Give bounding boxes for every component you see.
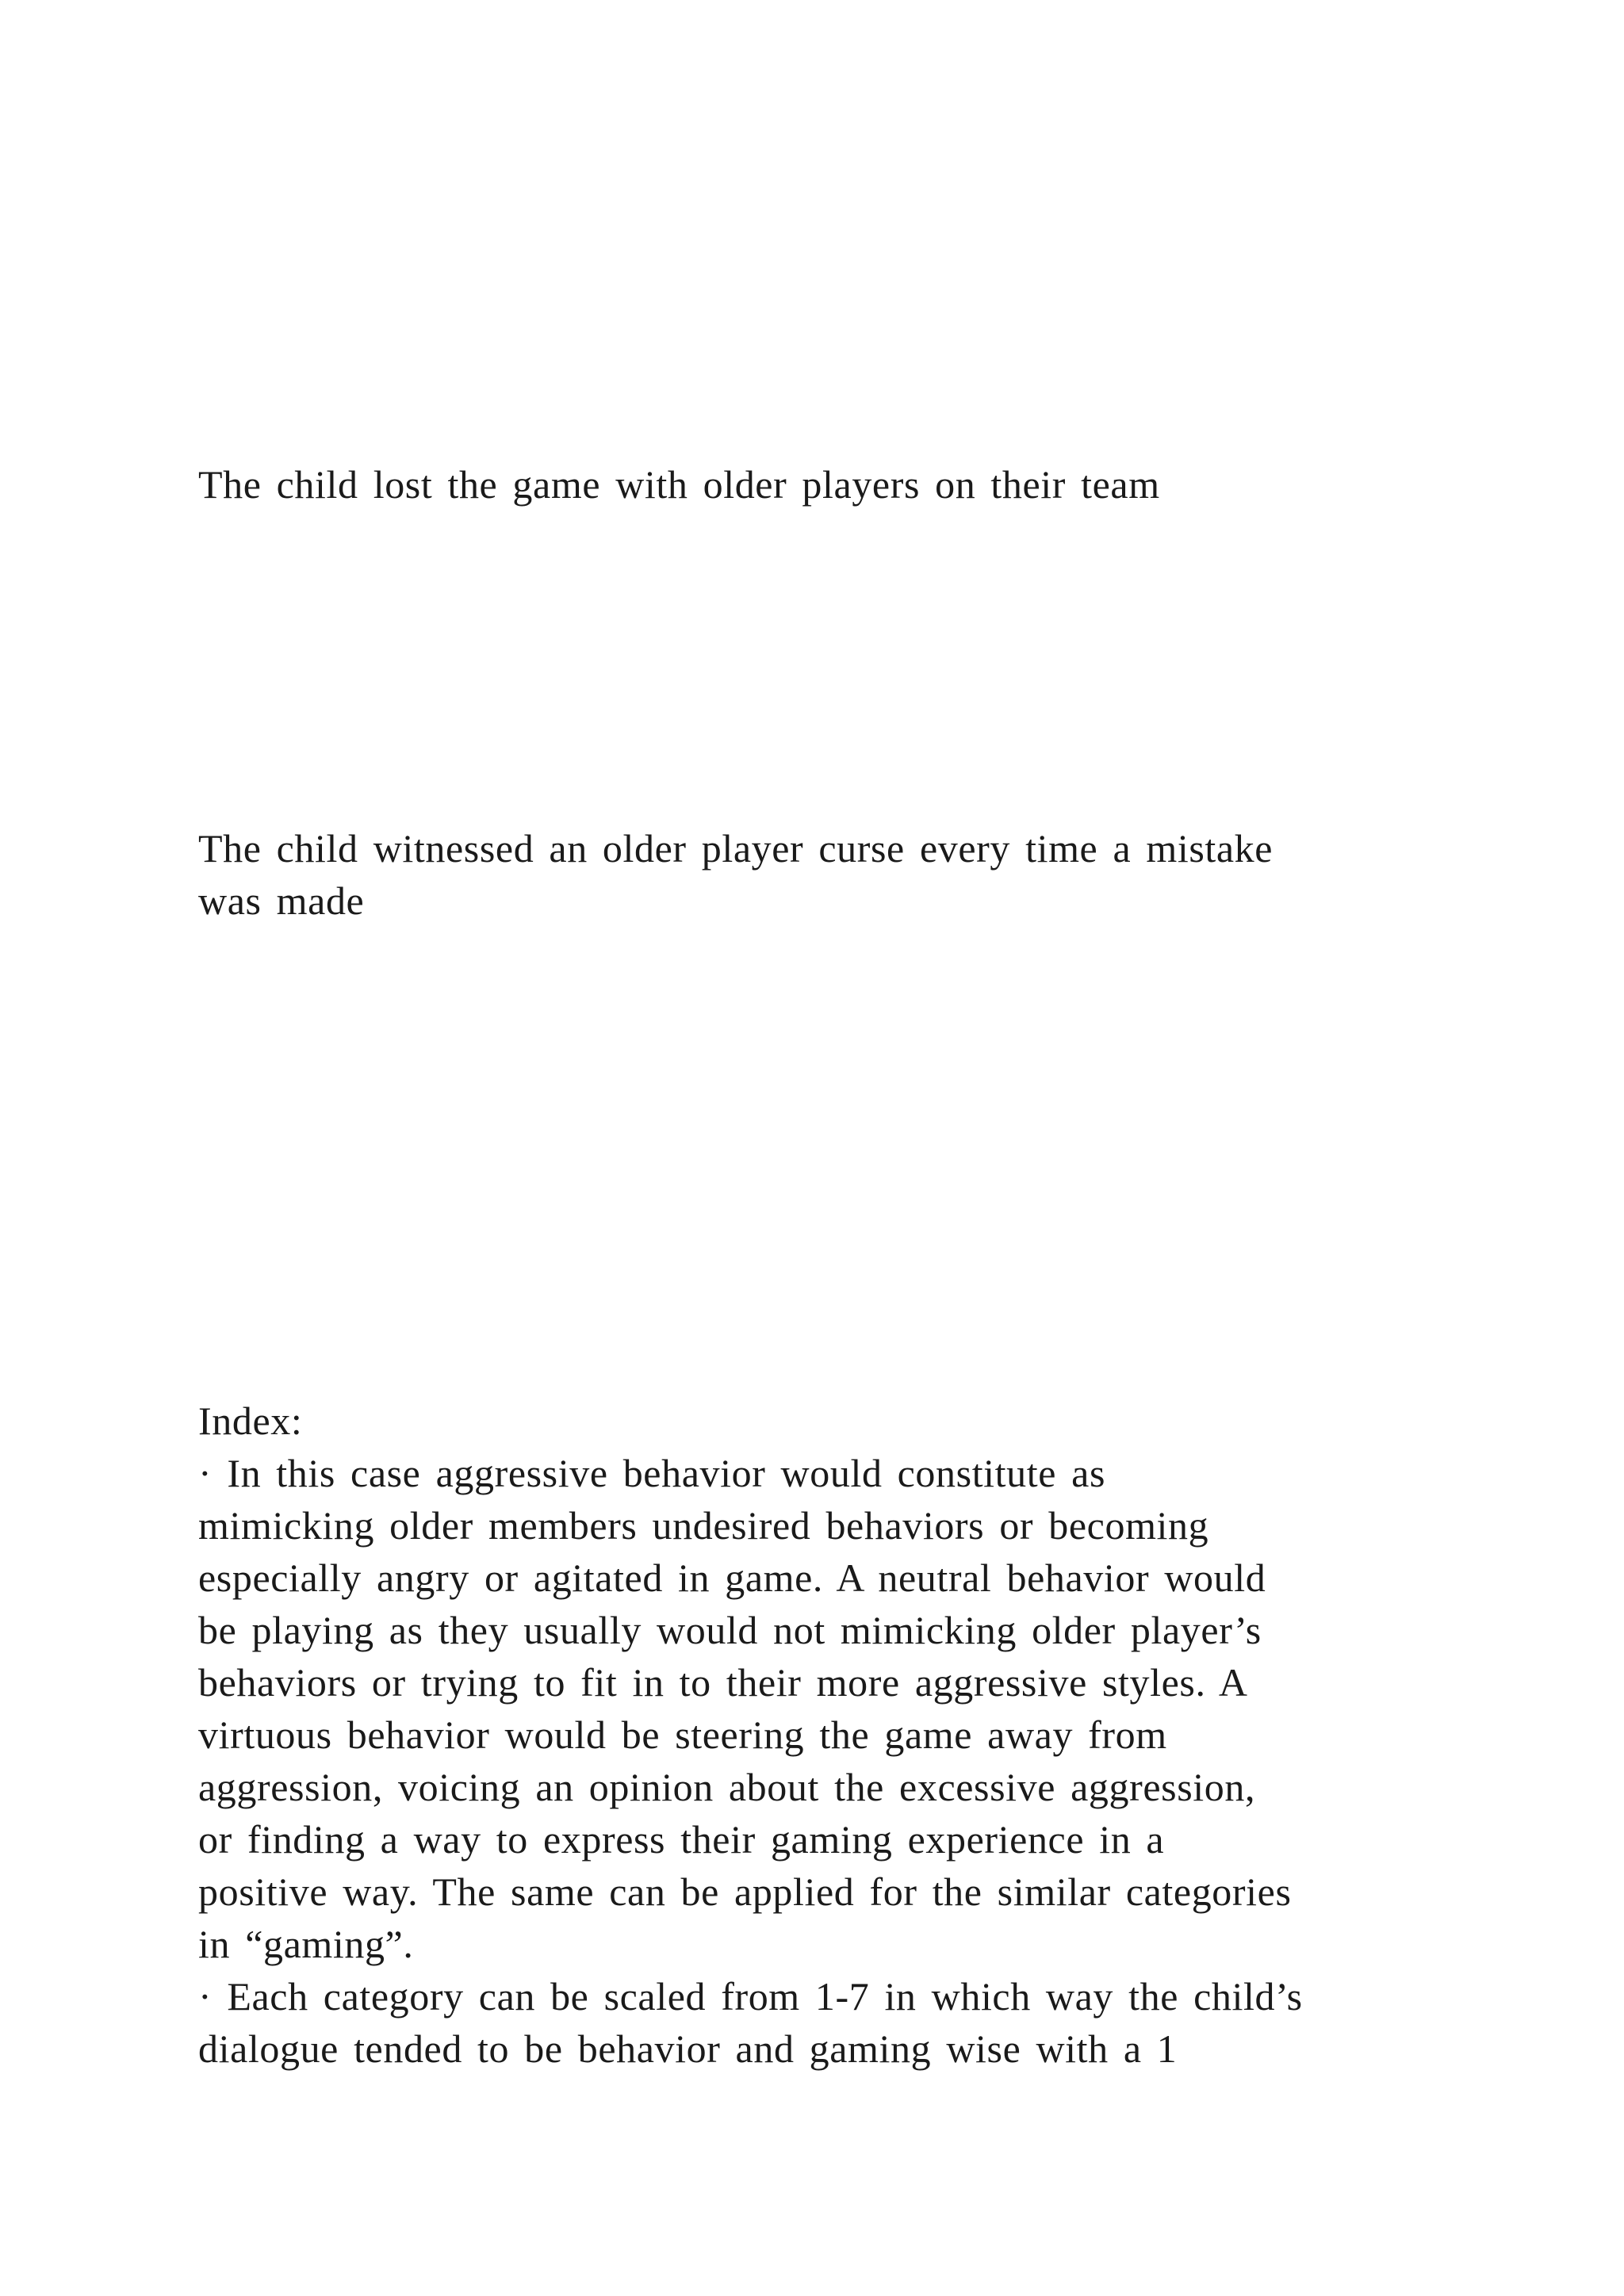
index-heading: Index: (198, 1399, 303, 1443)
scenario-lost-game: The child lost the game with older players on their team (198, 462, 1160, 507)
bullet-aggression-line-10: in “gaming”. (198, 1922, 414, 1966)
bullet-aggression-line-3: especially angry or agitated in game. A neutral behavior would (198, 1556, 1266, 1600)
bullet-aggression-line-1: · In this case aggressive behavior would constitute as (198, 1451, 1105, 1495)
bullet-aggression-line-9: positive way. The same can be applied for the similar categories (198, 1869, 1292, 1914)
bullet-scale-line-2: dialogue tended to be behavior and gaming wise with a 1 (198, 2026, 1178, 2071)
bullet-aggression-line-8: or finding a way to express their gaming experience in a (198, 1817, 1165, 1862)
bullet-scale-line-1: · Each category can be scaled from 1-7 in which way the child’s (198, 1974, 1303, 2019)
bullet-aggression-line-2: mimicking older members undesired behaviors or becoming (198, 1503, 1209, 1548)
bullet-aggression-line-4: be playing as they usually would not mimicking older player’s (198, 1608, 1262, 1652)
bullet-aggression-line-5: behaviors or trying to fit in to their more aggressive styles. A (198, 1660, 1248, 1705)
bullet-aggression-line-6: virtuous behavior would be steering the game away from (198, 1712, 1167, 1757)
scenario-cursing-line-2: was made (198, 878, 365, 923)
bullet-aggression-line-7: aggression, voicing an opinion about the excessive aggression, (198, 1765, 1256, 1809)
scenario-cursing-line-1: The child witnessed an older player curse every time a mistake (198, 826, 1274, 871)
